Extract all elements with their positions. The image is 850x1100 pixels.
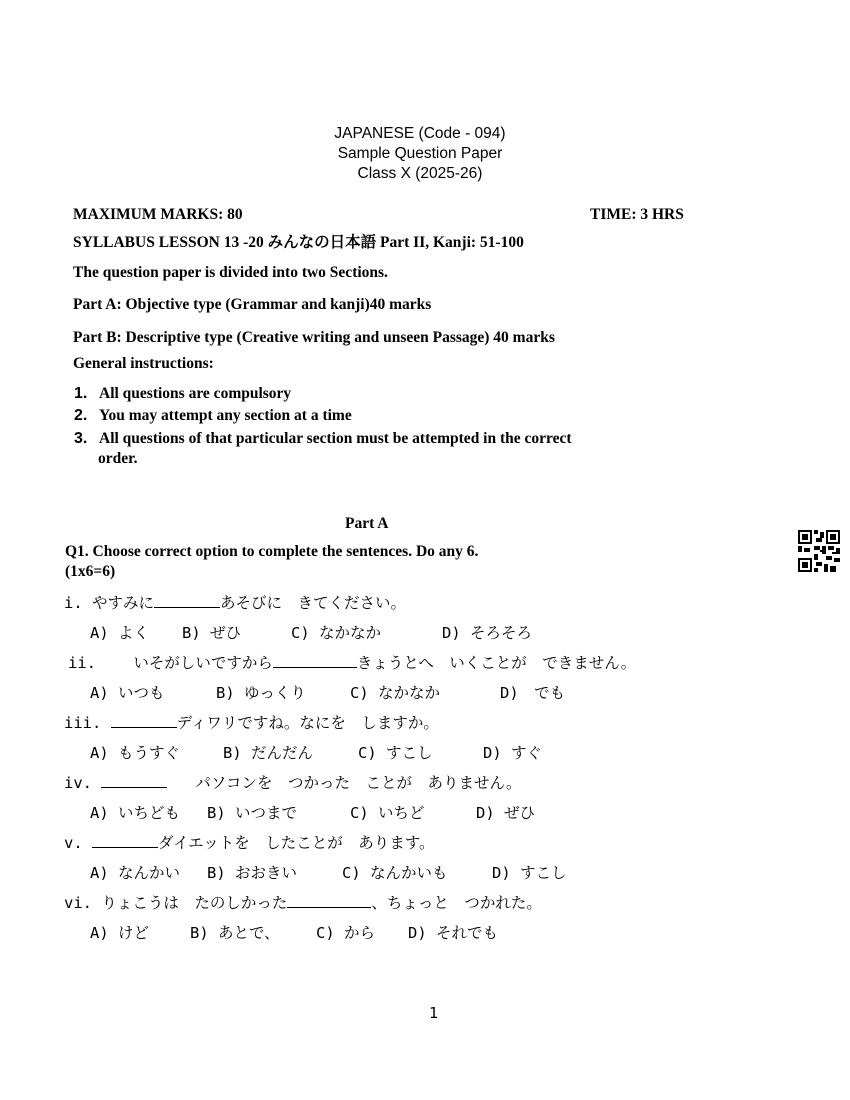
question-number: v. xyxy=(64,834,83,852)
option-a: A) いつも xyxy=(90,684,165,702)
answer-blank xyxy=(154,593,220,608)
option-b: B) いつまで xyxy=(207,804,297,822)
option-b: B) ぜひ xyxy=(182,624,241,642)
general-instructions-heading: General instructions: xyxy=(73,355,214,372)
question-text-before: りょこうは たのしかった xyxy=(101,894,288,912)
answer-blank xyxy=(101,773,167,788)
paper-class: Class X (2025-26) xyxy=(357,165,483,182)
instruction-text: All questions are compulsory xyxy=(99,385,292,402)
option-b: B) おおきい xyxy=(207,864,297,882)
instruction-item xyxy=(74,407,352,425)
question-text-after: きょうとへ いくことが できません。 xyxy=(356,654,637,672)
option-d: D) でも xyxy=(500,684,566,702)
instruction-number: 2. xyxy=(74,407,88,424)
paper-subtitle: Sample Question Paper xyxy=(337,145,503,162)
question-marks: (1x6=6) xyxy=(65,563,116,580)
question-item xyxy=(64,771,521,793)
divided-note: The question paper is divided into two Sections. xyxy=(73,264,388,281)
option-a: A) よく xyxy=(90,624,149,642)
answer-blank xyxy=(92,833,158,848)
time-allowed: TIME: 3 HRS xyxy=(590,206,684,223)
answer-blank xyxy=(287,893,371,908)
syllabus-line: SYLLABUS LESSON 13 -20 みんなの日本語 Part II, Kanji: 51-100 xyxy=(73,234,524,251)
section-title: Part A xyxy=(345,515,389,532)
option-c: C) いちど xyxy=(350,804,425,822)
option-c: C) から xyxy=(316,924,375,942)
question-item xyxy=(64,891,542,913)
qr-code-icon xyxy=(798,530,840,572)
option-b: B) あとで、 xyxy=(190,924,280,942)
part-b-note: Part B: Descriptive type (Creative writing and unseen Passage) 40 marks xyxy=(73,329,555,346)
option-d: D) ぜひ xyxy=(476,804,535,822)
option-b: B) だんだん xyxy=(223,744,313,762)
question-number: ii. xyxy=(68,654,96,672)
option-d: D) すこし xyxy=(492,864,567,882)
question-item xyxy=(64,711,439,733)
question-item xyxy=(64,831,435,853)
question-number: i. xyxy=(64,594,83,612)
instruction-number: 1. xyxy=(74,385,88,402)
option-c: C) すこし xyxy=(358,744,433,762)
question-text-after: あそびに きてください。 xyxy=(220,594,407,612)
option-c: C) なんかいも xyxy=(342,864,448,882)
question-number: vi. xyxy=(64,894,92,912)
option-c: C) なかなか xyxy=(291,624,381,642)
question-text-before: やすみに xyxy=(92,594,155,612)
option-a: A) もうすぐ xyxy=(90,744,180,762)
part-a-note: Part A: Objective type (Grammar and kanji)40 marks xyxy=(73,296,432,313)
instruction-item xyxy=(74,385,291,403)
max-marks: MAXIMUM MARKS: 80 xyxy=(73,206,243,223)
option-a: A) なんかい xyxy=(90,864,180,882)
answer-blank xyxy=(111,713,177,728)
option-a: A) けど xyxy=(90,924,149,942)
question-item xyxy=(68,651,636,673)
question-heading: Q1. Choose correct option to complete the sentences. Do any 6. xyxy=(65,543,479,560)
option-d: D) そろそろ xyxy=(442,624,532,642)
question-item xyxy=(64,591,406,613)
paper-title: JAPANESE (Code - 094) xyxy=(334,125,506,142)
instruction-text-continued: order. xyxy=(98,450,138,467)
question-text-after: 、ちょっと つかれた。 xyxy=(371,894,542,912)
page-number: 1 xyxy=(429,1004,439,1022)
question-text-after: ディワリですね。なにを しますか。 xyxy=(176,714,439,732)
instruction-text: You may attempt any section at a time xyxy=(99,407,352,424)
option-a: A) いちども xyxy=(90,804,180,822)
instruction-number: 3. xyxy=(74,430,88,447)
option-d: D) すぐ xyxy=(483,744,542,762)
question-number: iii. xyxy=(64,714,102,732)
option-c: C) なかなか xyxy=(350,684,440,702)
option-d: D) それでも xyxy=(408,924,498,942)
question-text-after: パソコンを つかった ことが ありません。 xyxy=(195,774,522,792)
instruction-text: All questions of that particular section must be attempted in the correct xyxy=(99,430,572,447)
question-text-before: いそがしいですから xyxy=(133,654,273,672)
question-number: iv. xyxy=(64,774,92,792)
question-text-after: ダイエットを したことが あります。 xyxy=(158,834,435,852)
instruction-item xyxy=(74,430,572,448)
option-b: B) ゆっくり xyxy=(216,684,306,702)
answer-blank xyxy=(273,653,357,668)
